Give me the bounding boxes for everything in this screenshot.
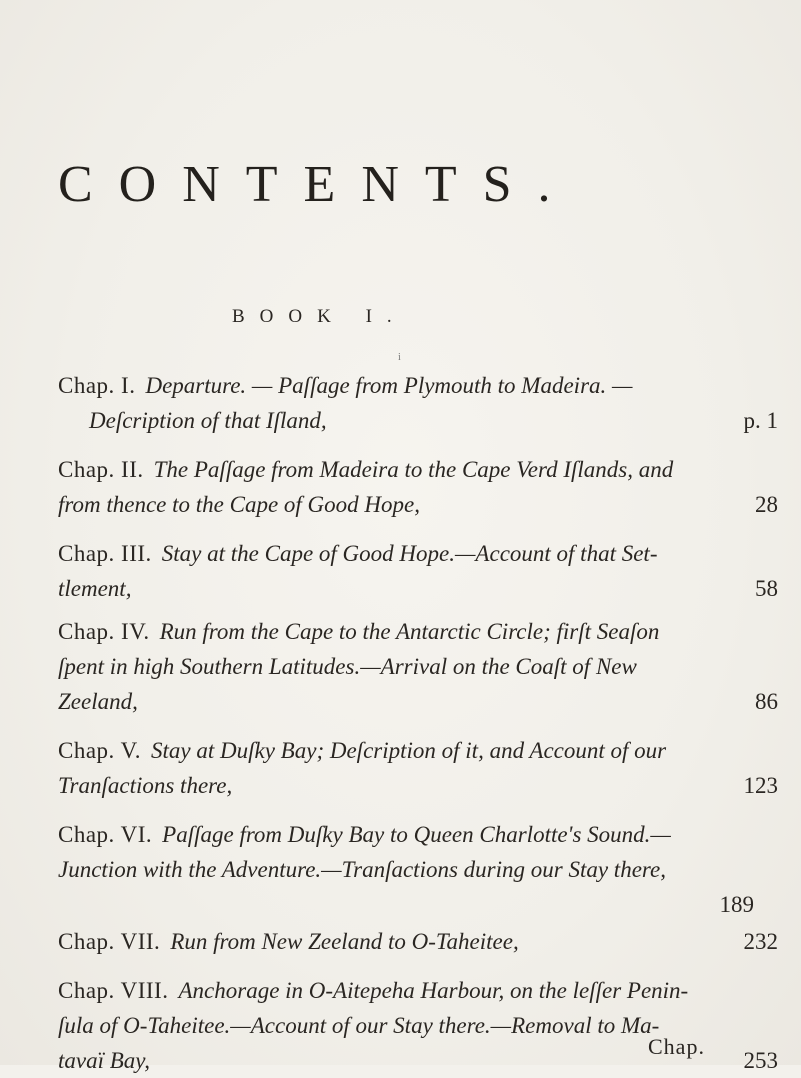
contents-entry bbox=[58, 817, 778, 922]
chapter-number: Chap. IV. bbox=[58, 619, 150, 644]
page-number: 253 bbox=[743, 1048, 778, 1073]
entry-text-line: Run from New Zeeland to O-Taheitee, bbox=[170, 929, 519, 954]
contents-entry bbox=[58, 614, 778, 719]
chapter-number: Chap. VI. bbox=[58, 822, 153, 847]
entry-text-line: Junction with the Adventure.—Tranſactions during our Stay there, bbox=[58, 857, 666, 882]
contents-entry bbox=[58, 924, 778, 959]
contents-list bbox=[58, 368, 778, 1078]
contents-entry bbox=[58, 536, 778, 606]
entry-text-line: Paſſage from Duſky Bay to Queen Charlotte's Sound.— bbox=[162, 822, 671, 847]
entry-text-line: Deſcription of that Iſland, bbox=[89, 408, 327, 433]
page-number: 28 bbox=[755, 492, 778, 517]
entry-text-line: from thence to the Cape of Good Hope, bbox=[58, 492, 420, 517]
entry-text-line: Stay at the Cape of Good Hope.—Account of that Set- bbox=[161, 541, 658, 566]
entry-text-line: ſula of O-Taheitee.—Account of our Stay there.—Removal to Ma- bbox=[58, 1013, 660, 1038]
entry-text-line: Run from the Cape to the Antarctic Circle; firſt Seaſon bbox=[159, 619, 660, 644]
page-number: 86 bbox=[755, 689, 778, 714]
entry-text-line: Tranſactions there, bbox=[58, 773, 233, 798]
contents-entry bbox=[58, 973, 778, 1078]
contents-entry bbox=[58, 368, 778, 438]
chapter-number: Chap. II. bbox=[58, 457, 144, 482]
entry-text-line: Zeeland, bbox=[58, 689, 138, 714]
entry-text-line: Anchorage in O-Aitepeha Harbour, on the leſſer Penin- bbox=[178, 978, 689, 1003]
entry-text-line: tlement, bbox=[58, 576, 132, 601]
entry-text-line: tavaï Bay, bbox=[58, 1048, 150, 1073]
page-number: 189 bbox=[719, 892, 754, 917]
chapter-number: Chap. VII. bbox=[58, 929, 161, 954]
page-number: 123 bbox=[743, 773, 778, 798]
entry-text-line: ſpent in high Southern Latitudes.—Arrival on the Coaſt of New bbox=[58, 654, 637, 679]
contents-entry bbox=[58, 452, 778, 522]
page-title: CONTENTS. bbox=[58, 156, 577, 213]
entry-text-line: Departure. — Paſſage from Plymouth to Madeira. — bbox=[145, 373, 633, 398]
chapter-number: Chap. V. bbox=[58, 738, 142, 763]
page-number: 232 bbox=[743, 929, 778, 954]
page-number: 58 bbox=[755, 576, 778, 601]
chapter-number: Chap. III. bbox=[58, 541, 152, 566]
printer-mark: i bbox=[398, 352, 401, 363]
entry-text-line: Stay at Duſky Bay; Deſcription of it, and Account of our bbox=[151, 738, 667, 763]
chapter-number: Chap. VIII. bbox=[58, 978, 169, 1003]
book-heading: BOOK I. bbox=[232, 306, 407, 327]
chapter-number: Chap. I. bbox=[58, 373, 136, 398]
page-number: p. 1 bbox=[743, 408, 778, 433]
entry-text-line: The Paſſage from Madeira to the Cape Verd Iſlands, and bbox=[153, 457, 674, 482]
catchword: Chap. bbox=[648, 1034, 705, 1059]
contents-entry bbox=[58, 733, 778, 803]
